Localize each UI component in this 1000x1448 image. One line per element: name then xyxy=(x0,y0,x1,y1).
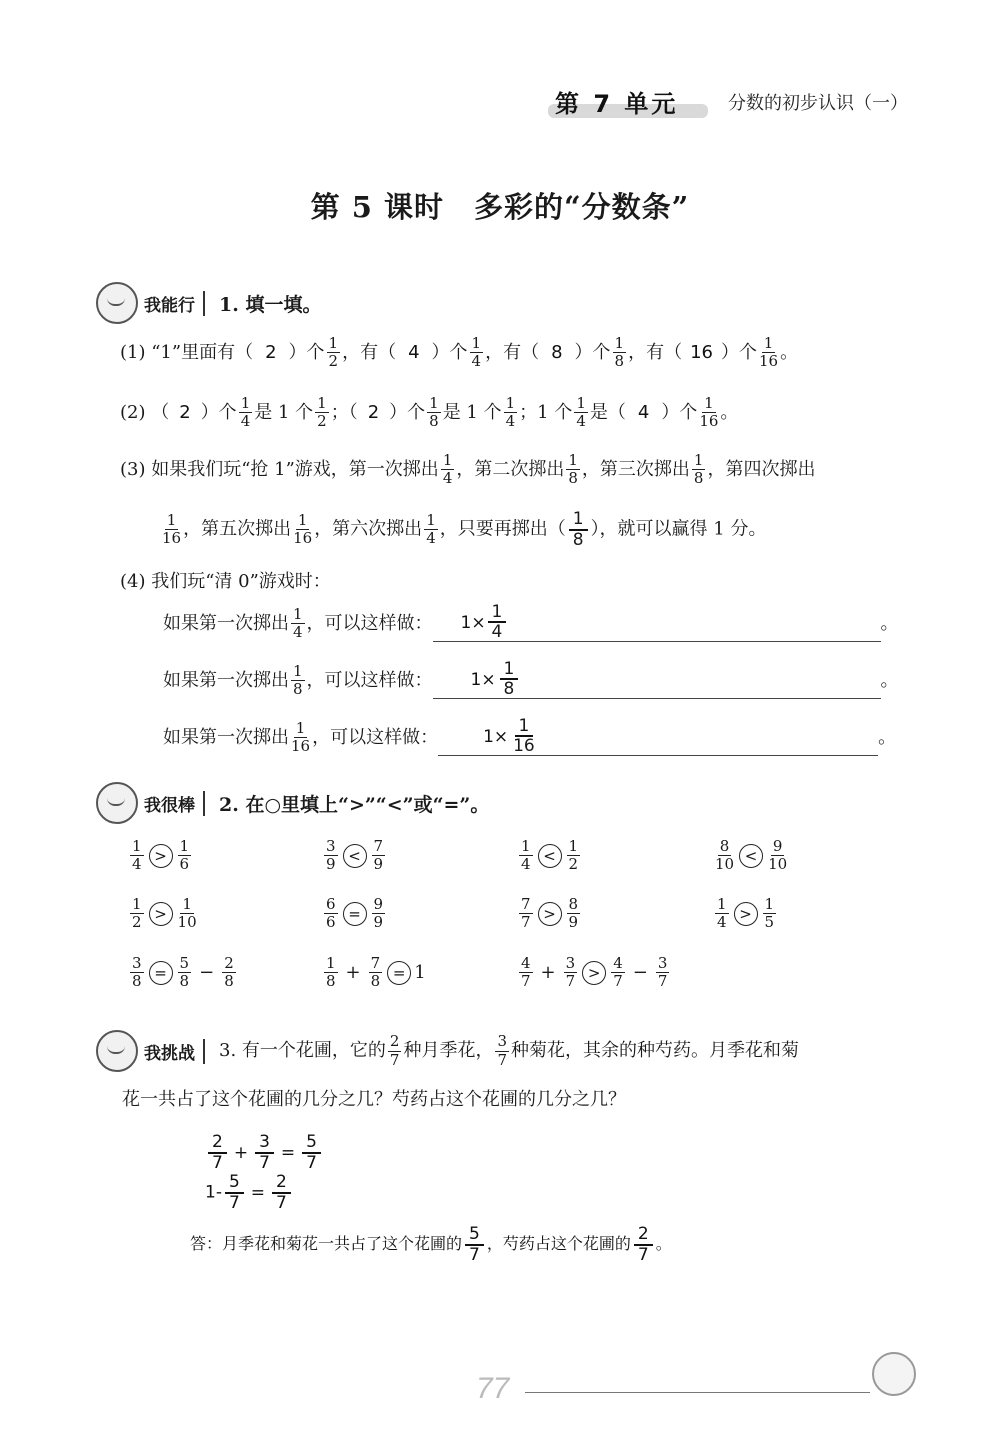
comparison-circle: > xyxy=(149,902,173,926)
numerator: 1 xyxy=(293,662,303,680)
numerator: 1 xyxy=(568,451,578,469)
fraction xyxy=(291,720,310,756)
numerator: 1 xyxy=(704,394,714,412)
text: ，第六次掷出 xyxy=(314,518,423,540)
text: 如果我们玩“抢 1”游戏，第一次掷出 xyxy=(151,458,439,480)
mascot-icon xyxy=(96,1030,138,1072)
section-badge-q1 xyxy=(96,282,321,324)
numerator: 1 xyxy=(429,394,439,412)
answer-blank xyxy=(433,658,881,700)
denominator: 7 xyxy=(613,972,623,991)
text: （ xyxy=(151,401,170,423)
fraction xyxy=(495,1033,509,1069)
text: ，第四次掷出 xyxy=(707,458,816,480)
fraction xyxy=(222,955,236,991)
denominator: 7 xyxy=(306,1152,317,1173)
fraction xyxy=(574,395,588,431)
denominator: 7 xyxy=(497,1050,507,1069)
text: ）个 xyxy=(721,341,757,363)
denominator: 9 xyxy=(373,913,384,932)
denominator: 2 xyxy=(132,913,142,932)
numerator: 9 xyxy=(772,837,783,855)
numerator: 1 xyxy=(568,837,579,855)
numerator: 7 xyxy=(370,954,381,972)
text: ），就可以赢得 1 分。 xyxy=(590,518,767,540)
page-number: 77 xyxy=(476,1372,510,1405)
fraction xyxy=(699,395,718,431)
denominator: 7 xyxy=(259,1152,270,1173)
handwritten-fraction-answer xyxy=(500,660,519,699)
comparison-item xyxy=(713,838,789,874)
fraction xyxy=(293,512,312,548)
numerator: 1 xyxy=(471,334,482,352)
comparison-item xyxy=(322,896,387,932)
text: ，芍药占这个花圃的 xyxy=(486,1234,631,1254)
fraction xyxy=(130,838,144,874)
text: ，有（ xyxy=(628,341,683,363)
numerator: 2 xyxy=(389,1032,400,1051)
comparison-item xyxy=(128,955,238,991)
numerator: 1 xyxy=(488,603,507,624)
denominator: 4 xyxy=(491,622,503,643)
text: ）个 xyxy=(200,401,237,423)
value: 1- xyxy=(205,1182,222,1203)
text: ，第五次掷出 xyxy=(183,518,292,540)
answer-blank xyxy=(438,715,878,757)
handwritten-answer: 4 xyxy=(408,341,420,363)
denominator: 16 xyxy=(162,529,182,548)
handwritten-answer: 16 xyxy=(690,341,713,363)
denominator: 8 xyxy=(370,972,381,991)
fraction xyxy=(372,838,386,874)
fraction xyxy=(324,838,338,874)
denominator: 7 xyxy=(657,972,668,991)
fraction xyxy=(291,606,305,642)
mascot-icon xyxy=(96,282,138,324)
numerator: 8 xyxy=(568,895,579,913)
numerator: 1 xyxy=(500,660,519,681)
comparison-circle: > xyxy=(582,961,606,985)
q1-part4-row xyxy=(163,658,899,700)
denominator: 7 xyxy=(521,913,531,932)
text: 如果第一次掷出 xyxy=(163,726,289,748)
handwritten-answer: 1× xyxy=(460,612,486,633)
text: ，有（ xyxy=(342,341,397,363)
handwritten-fraction xyxy=(465,1225,484,1264)
handwritten-fraction xyxy=(255,1133,274,1172)
text: 种月季花， xyxy=(403,1040,494,1061)
q1-part3-line2 xyxy=(160,510,766,549)
question-text-line2: 花一共占了这个花圃的几分之几？芍药占这个花圃的几分之几？ xyxy=(122,1089,626,1110)
denominator: 8 xyxy=(326,972,336,991)
denominator: 16 xyxy=(513,736,535,757)
question-text xyxy=(219,1033,799,1069)
q1-part4-row xyxy=(163,601,899,643)
operator: − xyxy=(632,961,648,983)
section-badge-q3 xyxy=(96,1030,799,1072)
denominator: 8 xyxy=(429,412,439,431)
numerator: 1 xyxy=(576,394,586,412)
comparison-item xyxy=(128,896,199,932)
fraction xyxy=(315,395,329,431)
numerator: 4 xyxy=(521,954,531,972)
denominator: 8 xyxy=(693,469,704,488)
fraction xyxy=(519,896,533,932)
fraction xyxy=(369,955,383,991)
q1-part4-intro xyxy=(120,567,331,593)
denominator: 16 xyxy=(293,529,313,548)
text: ，有（ xyxy=(485,341,540,363)
q1-part4-row xyxy=(163,715,897,757)
unit-tag: 第 7 单元 xyxy=(555,90,679,118)
fraction xyxy=(427,395,441,431)
denominator: 4 xyxy=(471,352,482,371)
answer-blank xyxy=(433,601,881,643)
numerator: 1 xyxy=(182,895,192,913)
denominator: 8 xyxy=(293,680,303,699)
part-label: (1) xyxy=(120,341,146,363)
fraction xyxy=(656,955,670,991)
fraction xyxy=(763,896,777,932)
denominator: 2 xyxy=(328,352,339,371)
comparison-circle: < xyxy=(739,844,763,868)
numerator: 5 xyxy=(179,954,190,972)
comparison-item xyxy=(517,896,582,932)
numerator: 1 xyxy=(132,837,142,855)
text: ，只要再掷出（ xyxy=(439,518,566,540)
text: 。 xyxy=(655,1234,672,1254)
denominator: 7 xyxy=(212,1152,223,1173)
denominator: 7 xyxy=(389,1050,400,1069)
denominator: 9 xyxy=(326,855,336,874)
text: ）个 xyxy=(389,401,426,423)
fraction xyxy=(178,838,192,874)
fraction xyxy=(388,1033,402,1069)
denominator: 7 xyxy=(228,1192,240,1213)
numerator: 3 xyxy=(565,954,576,972)
denominator: 16 xyxy=(699,412,719,431)
text: ）个 xyxy=(574,341,611,363)
text: 答：月季花和菊花一共占了这个花圃的 xyxy=(190,1234,463,1254)
fraction xyxy=(566,452,580,488)
handwritten-fraction-answer xyxy=(488,603,507,642)
numerator: 1 xyxy=(132,895,142,913)
q1-part1 xyxy=(120,335,798,371)
numerator: 2 xyxy=(272,1173,291,1194)
handwritten-fraction xyxy=(225,1173,244,1212)
numerator: 1 xyxy=(693,451,704,469)
denominator: 4 xyxy=(505,412,516,431)
comparison-item xyxy=(517,838,582,874)
denominator: 4 xyxy=(293,623,303,642)
fraction xyxy=(613,335,627,371)
denominator: 2 xyxy=(568,855,579,874)
mascot-icon xyxy=(96,782,138,824)
fraction xyxy=(519,955,533,991)
denominator: 8 xyxy=(568,469,578,488)
text: 。 xyxy=(880,612,899,634)
numerator: 7 xyxy=(373,837,384,855)
handwritten-fraction xyxy=(272,1173,291,1212)
part-label: (3) xyxy=(120,458,146,480)
numerator: 1 xyxy=(717,895,727,913)
denominator: 7 xyxy=(521,972,531,991)
part-label: (2) xyxy=(120,401,146,423)
text: 如果第一次掷出 xyxy=(163,669,289,691)
numerator: 1 xyxy=(505,394,516,412)
numerator: 1 xyxy=(426,510,436,529)
fraction xyxy=(567,838,581,874)
fraction xyxy=(178,955,192,991)
handwritten-answer: 1× xyxy=(483,726,509,747)
operator: = xyxy=(280,1142,296,1163)
numerator: 1 xyxy=(240,394,251,412)
fraction xyxy=(692,452,706,488)
fraction xyxy=(768,838,787,874)
text: 。 xyxy=(720,401,739,423)
text: ；（ xyxy=(330,401,358,423)
comparison-circle: = xyxy=(149,961,173,985)
comparison-item xyxy=(128,838,193,874)
fraction xyxy=(327,335,341,371)
denominator: 8 xyxy=(132,972,142,991)
badge-label: 我很棒 xyxy=(144,791,205,816)
unit-title: 分数的初步认识（一） xyxy=(728,93,908,114)
handwritten-fraction xyxy=(634,1225,653,1264)
numerator: 3 xyxy=(255,1133,274,1154)
denominator: 6 xyxy=(326,913,336,932)
fraction xyxy=(162,512,181,548)
handwritten-answer: 2 xyxy=(265,341,277,363)
part-label: (4) xyxy=(120,571,146,592)
numerator: 2 xyxy=(224,954,234,972)
handwritten-answer: 2 xyxy=(367,401,380,423)
text: 。 xyxy=(878,726,897,748)
text: 。 xyxy=(880,669,899,691)
denominator: 4 xyxy=(240,412,251,431)
denominator: 10 xyxy=(768,855,788,874)
fraction xyxy=(372,896,386,932)
footer-mascot-icon xyxy=(872,1352,916,1396)
numerator: 1 xyxy=(569,510,588,531)
handwritten-work-line1 xyxy=(205,1133,324,1172)
numerator: 1 xyxy=(515,717,534,738)
comparison-item xyxy=(322,838,387,874)
numerator: 1 xyxy=(295,719,306,737)
badge-label: 我挑战 xyxy=(144,1039,205,1064)
numerator: 1 xyxy=(293,605,303,623)
text: ）个 xyxy=(661,401,698,423)
denominator: 8 xyxy=(614,352,625,371)
text: ，可以这样做： xyxy=(306,669,433,691)
text: ）个 xyxy=(431,341,468,363)
question-title: 1. 填一填。 xyxy=(219,293,322,316)
operator: + xyxy=(345,961,361,983)
comparison-circle: < xyxy=(343,844,367,868)
denominator: 7 xyxy=(276,1192,287,1213)
text: 种菊花，其余的种芍药。月季花和菊 xyxy=(511,1040,799,1061)
comparison-circle: > xyxy=(734,902,758,926)
comparison-circle: > xyxy=(538,902,562,926)
denominator: 7 xyxy=(469,1244,480,1265)
numerator: 3 xyxy=(132,954,142,972)
text: 3. 有一个花圃，它的 xyxy=(219,1040,386,1061)
denominator: 4 xyxy=(521,855,531,874)
comparison-item xyxy=(517,955,671,991)
numerator: 1 xyxy=(614,334,625,352)
denominator: 10 xyxy=(177,913,197,932)
operator: + xyxy=(233,1142,249,1163)
fraction xyxy=(424,512,438,548)
fraction xyxy=(130,955,144,991)
handwritten-answer: 4 xyxy=(637,401,650,423)
text: 是 1 个 xyxy=(442,401,502,423)
numerator: 1 xyxy=(763,334,774,352)
fraction xyxy=(470,335,484,371)
value: 1 xyxy=(414,961,426,983)
denominator: 7 xyxy=(565,972,576,991)
numerator: 9 xyxy=(373,895,384,913)
handwritten-work-line2 xyxy=(205,1173,294,1212)
fraction xyxy=(291,663,305,699)
lesson-title: 第 5 课时 多彩的“分数条” xyxy=(310,190,690,224)
numerator: 1 xyxy=(297,510,308,529)
handwritten-answer: 2 xyxy=(179,401,191,423)
numerator: 5 xyxy=(225,1173,244,1194)
handwritten-fraction xyxy=(302,1133,321,1172)
fraction xyxy=(759,335,778,371)
fraction xyxy=(324,955,338,991)
denominator: 4 xyxy=(132,855,142,874)
fraction xyxy=(611,955,625,991)
handwritten-answer: 1× xyxy=(470,669,496,690)
denominator: 6 xyxy=(179,855,190,874)
text: ，可以这样做： xyxy=(312,726,439,748)
denominator: 2 xyxy=(317,412,327,431)
footer-rule xyxy=(525,1392,870,1393)
denominator: 10 xyxy=(715,855,735,874)
numerator: 1 xyxy=(442,451,453,469)
operator: = xyxy=(250,1182,266,1203)
fraction xyxy=(130,896,144,932)
question-title: 2. 在○里填上“>”“<”或“=”。 xyxy=(219,793,490,816)
denominator: 16 xyxy=(291,737,311,756)
numerator: 8 xyxy=(719,837,730,855)
numerator: 5 xyxy=(302,1133,321,1154)
text: 。 xyxy=(780,341,799,363)
numerator: 2 xyxy=(634,1225,653,1246)
fraction xyxy=(178,896,197,932)
denominator: 4 xyxy=(442,469,453,488)
numerator: 1 xyxy=(179,837,190,855)
handwritten-fraction-answer xyxy=(569,510,588,549)
text: ，可以这样做： xyxy=(306,612,433,634)
denominator: 7 xyxy=(637,1244,649,1265)
fraction xyxy=(715,896,729,932)
text: ，第二次掷出 xyxy=(456,458,565,480)
denominator: 16 xyxy=(759,352,779,371)
numerator: 1 xyxy=(764,895,775,913)
numerator: 5 xyxy=(465,1225,484,1246)
denominator: 4 xyxy=(717,913,727,932)
fraction xyxy=(441,452,455,488)
q1-part3-line1 xyxy=(120,452,815,488)
numerator: 3 xyxy=(657,954,668,972)
numerator: 3 xyxy=(497,1032,507,1051)
comparison-item xyxy=(713,896,778,932)
fraction xyxy=(564,955,578,991)
comparison-circle: > xyxy=(149,844,173,868)
text: ；1 个 xyxy=(519,401,573,423)
handwritten-fraction-answer xyxy=(513,717,535,756)
numerator: 3 xyxy=(326,837,336,855)
operator: + xyxy=(540,961,556,983)
denominator: 8 xyxy=(503,679,515,700)
fraction xyxy=(519,838,533,874)
text: 是（ xyxy=(589,401,626,423)
comparison-circle: = xyxy=(343,902,367,926)
text: ）个 xyxy=(288,341,325,363)
q1-part2 xyxy=(120,395,738,431)
operator: − xyxy=(199,961,215,983)
numerator: 6 xyxy=(326,895,336,913)
denominator: 4 xyxy=(426,529,436,548)
section-badge-q2 xyxy=(96,782,489,824)
handwritten-answer-sentence xyxy=(190,1225,672,1264)
numerator: 4 xyxy=(613,954,623,972)
fraction xyxy=(324,896,338,932)
numerator: 1 xyxy=(326,954,336,972)
denominator: 8 xyxy=(224,972,234,991)
denominator: 4 xyxy=(576,412,586,431)
comparison-item xyxy=(322,955,426,991)
text: “1”里面有（ xyxy=(151,341,254,363)
denominator: 8 xyxy=(179,972,190,991)
numerator: 1 xyxy=(521,837,531,855)
text: 如果第一次掷出 xyxy=(163,612,289,634)
handwritten-fraction xyxy=(208,1133,227,1172)
handwritten-answer: 8 xyxy=(551,341,563,363)
fraction xyxy=(567,896,581,932)
text: 是 1 个 xyxy=(254,401,314,423)
fraction xyxy=(239,395,253,431)
numerator: 1 xyxy=(328,334,339,352)
fraction xyxy=(504,395,518,431)
numerator: 7 xyxy=(521,895,531,913)
text: ，第三次掷出 xyxy=(581,458,690,480)
badge-label: 我能行 xyxy=(144,291,205,316)
numerator: 1 xyxy=(166,510,177,529)
fraction xyxy=(715,838,734,874)
denominator: 9 xyxy=(568,913,579,932)
denominator: 5 xyxy=(764,913,775,932)
numerator: 1 xyxy=(317,394,327,412)
denominator: 9 xyxy=(373,855,384,874)
comparison-circle: = xyxy=(387,961,411,985)
text: 我们玩“清 0”游戏时： xyxy=(151,571,331,592)
comparison-circle: < xyxy=(538,844,562,868)
numerator: 2 xyxy=(208,1133,227,1154)
denominator: 8 xyxy=(572,529,584,550)
